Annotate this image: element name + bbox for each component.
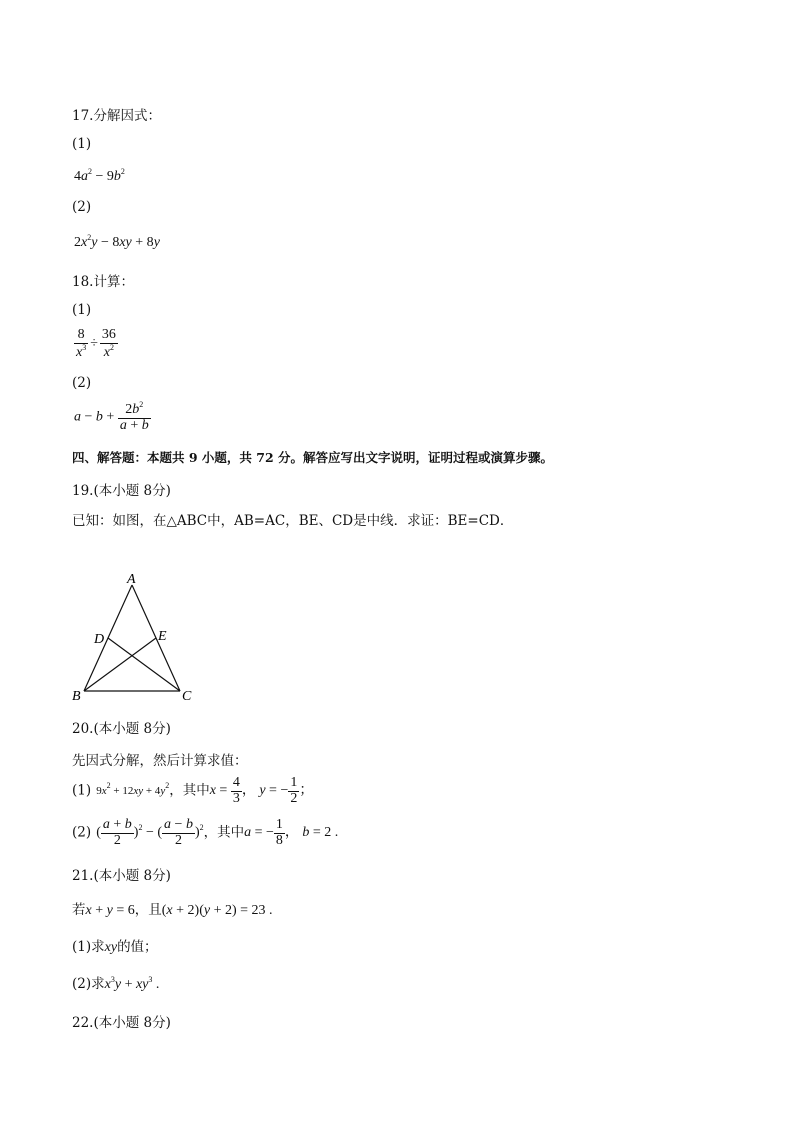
q20-part2: (2) ( $\frac{a + b}{2}$ )$^2$ − ( $\frac{a - b}{2}$ )$^2$，其中a = − $\frac{1}{8}$ ， b = 2 . [72, 817, 339, 848]
q20-title: 20.(本小题 8分) [72, 721, 171, 737]
q21-title: 21.(本小题 8分) [72, 868, 171, 884]
q17-part1-expression: $4a^2 - 9b^2$ [74, 167, 125, 184]
q21-part2: (2)求$x^3y + xy^3$ . [72, 975, 160, 992]
q17-title: 17.分解因式： [72, 108, 161, 124]
label-e: E [158, 629, 167, 644]
q18-part2-expression: a − b + $\frac{2b^2}{a + b}$ [74, 400, 149, 433]
q21-statement: 若x + y = 6，且(x + 2)(y + 2) = 23 . [72, 902, 273, 918]
q19-title: 19.(本小题 8分) [72, 483, 171, 499]
label-a: A [127, 572, 136, 587]
label-c: C [182, 689, 192, 704]
q20-part1-condition: ，其中 [169, 782, 210, 799]
q22-title: 22.(本小题 8分) [72, 1015, 171, 1031]
q18-part1-expression: $\frac{8}{x^3}$ ÷ $\frac{36}{x^2}$ [76, 327, 116, 360]
q21-part1-end: 的值； [117, 939, 158, 955]
q20-part1: (1) $9x^2 + 12xy + 4y^2$，其中x = $\frac{4}{3}$ ， y = − $\frac{1}{2}$ ； [72, 775, 314, 806]
q21-part1-label: (1)求 [72, 939, 105, 955]
q21-prefix: 若 [72, 902, 86, 918]
q18-title: 18.计算： [72, 274, 134, 290]
q18-part2-label: (2) [72, 375, 92, 391]
q21-part2-label: (2)求 [72, 976, 105, 992]
label-b: B [72, 689, 81, 704]
q18-part1-label: (1) [72, 302, 92, 318]
median-cd [108, 638, 180, 691]
q17-part2-expression: $2x^2y - 8xy + 8y$ [74, 233, 160, 250]
q17-part1-label: (1) [72, 136, 92, 152]
q17-part2-label: (2) [72, 199, 92, 215]
q20-part1-label: (1) [72, 782, 92, 799]
section4-heading: 四、解答题：本题共 9 小题，共 72 分。解答应写出文字说明，证明过程或演算步骤。 [72, 450, 554, 465]
q21-mid: ，且 [134, 902, 162, 918]
q21-part1: (1)求xy的值； [72, 939, 158, 955]
q20-part2-label: (2) [72, 824, 92, 841]
q19-statement: 已知：如图，在△ABC中，AB=AC，BE、CD是中线．求证：BE=CD． [72, 513, 514, 529]
q20-intro: 先因式分解，然后计算求值： [72, 753, 248, 769]
q20-part2-condition: ，其中 [203, 824, 245, 841]
label-d: D [94, 632, 105, 647]
triangle-figure [60, 566, 210, 706]
